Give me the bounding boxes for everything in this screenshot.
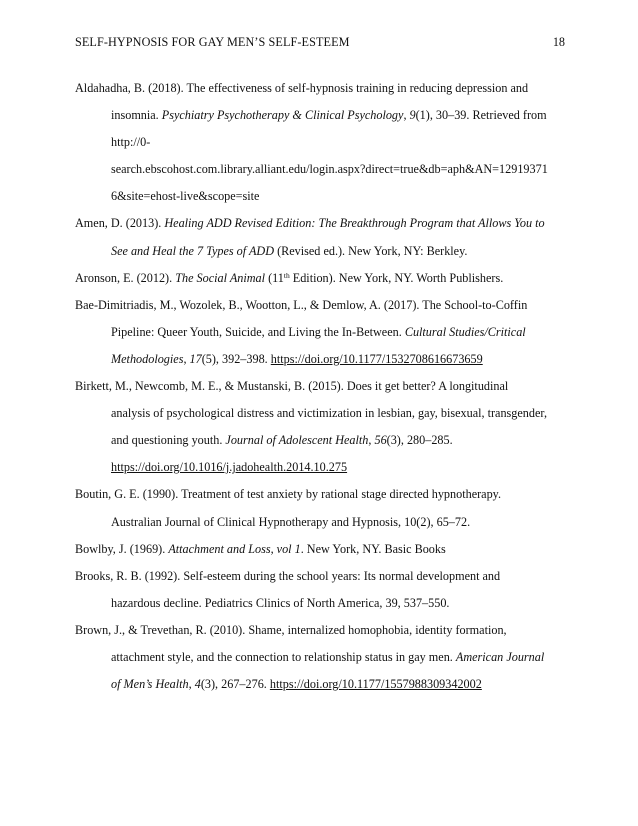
journal-title: of Men’s Health xyxy=(111,677,189,692)
volume: 4 xyxy=(194,677,201,692)
reference-list xyxy=(75,75,575,698)
reference-entry-birkett xyxy=(75,373,575,481)
reference-entry-aronson xyxy=(75,265,575,292)
ref-line xyxy=(75,617,575,644)
ref-line xyxy=(75,183,575,210)
journal-title: Psychiatry Psychotherapy & Clinical Psychology xyxy=(161,108,404,123)
ref-text: , xyxy=(183,351,190,366)
ref-line xyxy=(75,509,575,536)
ref-text: , xyxy=(188,677,195,692)
ref-text: (Revised ed.). New York, NY: Berkley. xyxy=(274,243,468,258)
ref-text: Edition). New York, NY. Worth Publishers. xyxy=(289,270,504,285)
ref-line xyxy=(75,671,575,698)
reference-entry-bowlby xyxy=(75,536,575,563)
ref-line xyxy=(75,75,575,102)
ref-line xyxy=(75,400,575,427)
ref-text: Australian Journal of Clinical Hypnotherapy and Hypnosis, 10(2), 65–72. xyxy=(111,514,471,529)
ref-text: Boutin, G. E. (1990). Treatment of test anxiety by rational stage directed hypnotherapy. xyxy=(75,487,502,502)
ref-line xyxy=(75,427,575,454)
reference-entry-brown xyxy=(75,617,575,698)
ref-text: Aronson, E. (2012). xyxy=(75,270,176,285)
ref-text: (5), 392–398. xyxy=(201,351,271,366)
ref-text: Birkett, M., Newcomb, M. E., & Mustanski, B. (2015). Does it get better? A longitudinal xyxy=(75,379,509,394)
doi-link[interactable]: https://doi.org/10.1177/1557988309342002 xyxy=(269,677,482,692)
ref-line xyxy=(75,238,575,265)
ref-line xyxy=(75,129,575,156)
ref-text: (3), 267–276. xyxy=(200,677,270,692)
ref-text: Aldahadha, B. (2018). The effectiveness of self-hypnosis training in reducing depression and xyxy=(75,81,529,95)
ref-text: insomnia. xyxy=(111,108,162,123)
book-title: Attachment and Loss, vol 1 xyxy=(168,541,301,556)
ref-line xyxy=(75,481,575,508)
doi-link[interactable]: https://doi.org/10.1177/1532708616673659 xyxy=(270,351,483,366)
volume: 56 xyxy=(374,433,387,448)
ref-text: . New York, NY. Basic Books xyxy=(300,541,446,556)
ref-url[interactable]: search.ebscohost.com.library.alliant.edu/login.aspx?direct=true&db=aph&AN=12919371 xyxy=(111,162,548,177)
ref-text: Brooks, R. B. (1992). Self-esteem during the school years: Its normal development and xyxy=(75,568,501,583)
journal-title: Cultural Studies/Critical xyxy=(404,324,526,339)
ref-line xyxy=(75,156,575,183)
ref-text: and questioning youth. xyxy=(111,433,226,448)
book-title: The Social Animal xyxy=(175,270,266,285)
ref-line xyxy=(75,644,575,671)
ref-text: Amen, D. (2013). xyxy=(75,216,165,231)
ref-text: (11 xyxy=(265,270,284,285)
ref-line xyxy=(75,346,575,373)
running-head: SELF-HYPNOSIS FOR GAY MEN’S SELF-ESTEEM xyxy=(75,35,350,49)
ref-line xyxy=(75,373,575,400)
reference-entry-bae-dimitriadis xyxy=(75,292,575,373)
ref-line xyxy=(75,536,575,563)
ref-url[interactable]: 6&site=ehost-live&scope=site xyxy=(111,189,260,204)
ref-line xyxy=(75,265,575,292)
volume: 17 xyxy=(189,351,202,366)
page-number: 18 xyxy=(552,35,565,49)
book-title: Healing ADD Revised Edition: The Breakthrough Program that Allows You to xyxy=(164,216,545,231)
book-title: See and Heal the 7 Types of ADD xyxy=(111,243,275,258)
doi-link[interactable]: https://doi.org/10.1016/j.jadohealth.2014.10.275 xyxy=(111,460,348,475)
ref-line xyxy=(75,210,575,237)
reference-entry-amen xyxy=(75,210,575,264)
journal-title: Journal of Adolescent Health xyxy=(225,433,369,448)
ref-line xyxy=(75,563,575,590)
reference-entry-boutin xyxy=(75,481,575,535)
reference-entry-brooks xyxy=(75,563,575,617)
ref-text: , xyxy=(368,433,375,448)
ref-text: hazardous decline. Pediatrics Clinics of North America, 39, 537–550. xyxy=(111,595,450,610)
ordinal-superscript: th xyxy=(283,270,290,280)
ref-line xyxy=(75,454,575,481)
ref-text: Bae-Dimitriadis, M., Wozolek, B., Wootton, L., & Demlow, A. (2017). The School-to-Coffin xyxy=(75,297,528,312)
ref-text: (3), 280–285. xyxy=(386,433,453,448)
reference-entry-aldahadha xyxy=(75,75,575,210)
running-header xyxy=(75,34,565,50)
ref-text: (1), 30–39. Retrieved from xyxy=(415,108,547,123)
journal-title: American Journal xyxy=(455,649,545,664)
journal-title: Methodologies xyxy=(111,351,184,366)
ref-text: attachment style, and the connection to relationship status in gay men. xyxy=(111,649,456,664)
ref-line xyxy=(75,102,575,129)
ref-text: Pipeline: Queer Youth, Suicide, and Living the In-Between. xyxy=(111,324,405,339)
ref-line xyxy=(75,590,575,617)
ref-text: Brown, J., & Trevethan, R. (2010). Shame, internalized homophobia, identity formation, xyxy=(75,622,507,637)
ref-line xyxy=(75,319,575,346)
ref-text: Bowlby, J. (1969). xyxy=(75,541,169,556)
volume: 9 xyxy=(409,108,416,123)
ref-line xyxy=(75,292,575,319)
ref-text: , xyxy=(403,108,410,123)
ref-url[interactable]: http://0- xyxy=(111,135,151,150)
ref-text: analysis of psychological distress and victimization in lesbian, gay, bisexual, transgender, xyxy=(111,406,548,421)
